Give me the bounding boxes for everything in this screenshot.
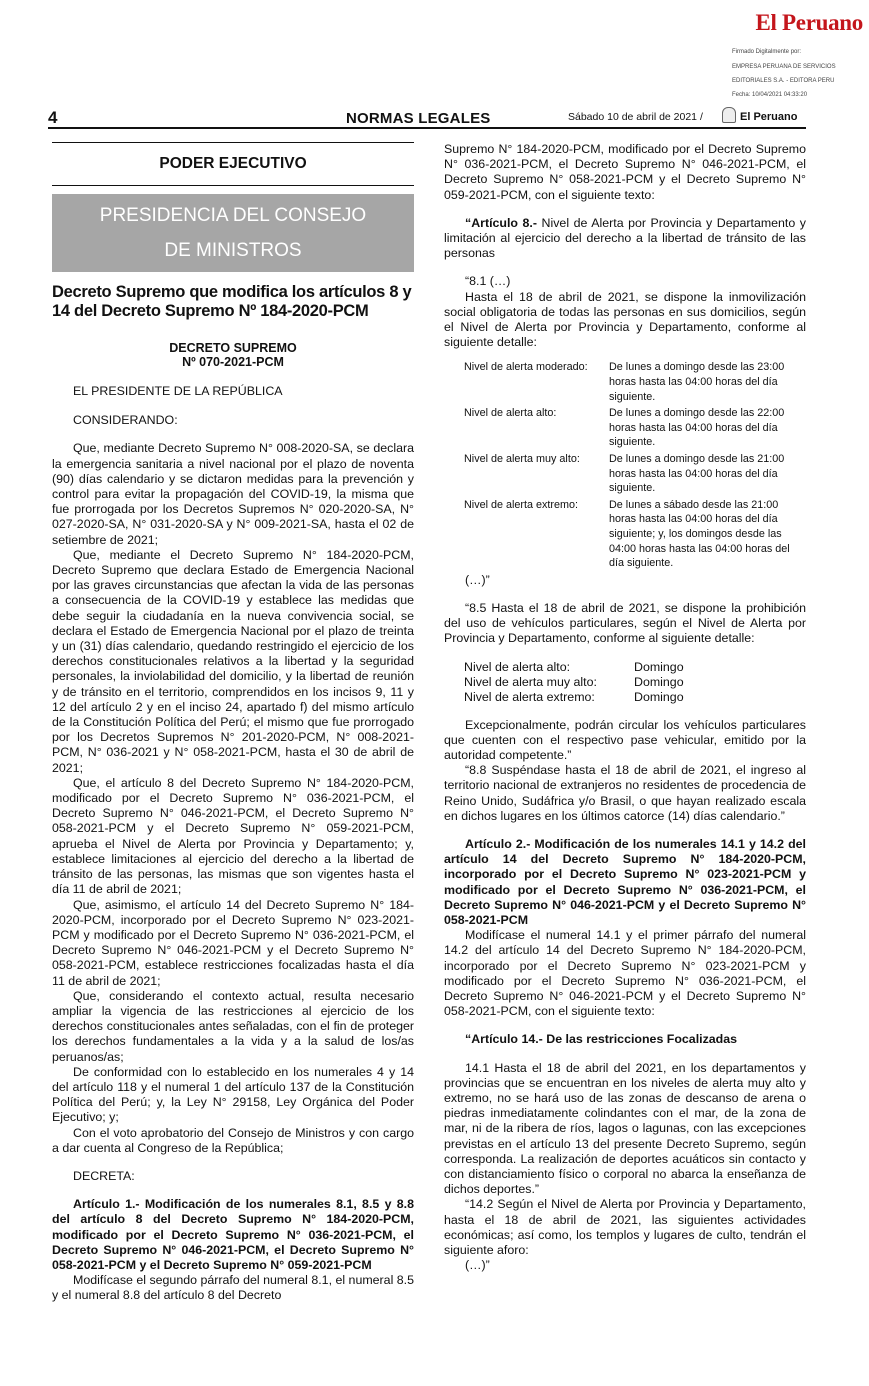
right-column [444,142,806,1273]
alert-table [444,360,806,570]
alert-level: Nivel de alerta extremo: [464,498,579,511]
section-title: NORMAS LEGALES [346,110,491,127]
vehicle-level: Nivel de alerta alto: [464,659,571,674]
decreta-heading: DECRETA: [73,1168,135,1183]
alert-detail: De lunes a domingo desde las 21:00 horas hasta las 04:00 horas del día siguiente. [609,453,785,495]
digital-signature [732,42,836,107]
article-8-heading [444,216,806,262]
coat-of-arms-icon [722,107,736,123]
considering-heading: CONSIDERANDO: [73,413,178,428]
article-14-title: “Artículo 14.- De las restricciones Focalizadas [465,1032,738,1047]
vehicle-row [464,660,806,675]
paragraph: Que, asimismo, el artículo 14 del Decreto Supremo N° 184-2020-PCM, incorporado por el Decreto Supremo N° 023-2021-PCM y modificado por el Decreto Supremo N° 036-2021-PCM, el Decreto Supremo N° 046-2021-PCM y el Decreto Supremo N° 058-2021-PCM, establece restricciones focalizadas hasta el día 11 de abril de 2021; [52,897,414,988]
paragraph: Que, considerando el contexto actual, resulta necesario ampliar la vigencia de las restricciones al ejercicio de los derechos constitucionales antes señaladas, con el fin de proteger los derechos fundamentales a la vida y a la salud de los/as peruanos/as; [52,988,414,1064]
article-2-title: Artículo 2.- Modificación de los numerales 14.1 y 14.2 del artículo 14 del Decreto Supremo N° 184-2020-PCM, incorporado por el Decreto Supremo N° 023-2021-PCM y modificado por el Decreto Supremo N° 036-2021-PCM, el Decreto Supremo N° 046-2021-PCM y el Decreto Supremo N° 058-2021-PCM [444,836,806,927]
left-column [52,142,414,1304]
issue-date: Sábado 10 de abril de 2021 / [568,111,703,123]
signature-line: EMPRESA PERUANA DE SERVICIOS [732,63,836,70]
paragraph: Que, mediante el Decreto Supremo N° 184-2020-PCM, Decreto Supremo que declara Estado de Emergencia Nacional por las graves circunstancias que afectan la vida de las personas a consecuencia de la COVID-19 y establece las medidas que debe seguir la ciudadanía en la nueva convivencia social, se declara el Estado de Emergencia Nacional por el plazo de treinta y un (31) días calendario, quedando restringido el ejercicio de los derechos constitucionales relativos a la libertad y la seguridad personales, la inviolabilidad del domicilio, y la libertad de reunión y de tránsito en el territorio, comprendidos en los incisos 9, 11 y 12 del artículo 2 y en el inciso 24, apartado f) del mismo artículo de la Constitución Política del Perú; el mismo que fue prorrogado por los Decretos Supremos N° 201-2020-PCM, N° 008-2021-PCM, N° 036-2021 y N° 058-2021-PCM, hasta el 30 de abril de 2021; [52,547,414,775]
vehicle-day: Domingo [634,659,684,674]
paragraph: Modifícase el numeral 14.1 y el primer párrafo del numeral 14.2 del artículo 14 del Decreto Supremo N° 184-2020-PCM, incorporado por el Decreto Supremo N° 023-2021-PCM y modificado por el Decreto Supremo N° 036-2021-PCM, el Decreto Supremo N° 046-2021-PCM y el Decreto Supremo N° 058-2021-PCM, con el siguiente texto: [444,928,806,1019]
ellipsis: (…)” [465,572,490,587]
signature-line: Fecha: 10/04/2021 04:33:20 [732,92,808,99]
divider [52,142,414,143]
alert-row [464,360,806,404]
alert-row [464,452,806,496]
ellipsis: (…)” [465,1258,490,1273]
el-peruano-logo: El Peruano [755,10,863,35]
divider [52,185,414,186]
article-8-subject: Nivel de Alerta por Provincia y Departamento y limitación al ejercicio del derecho a la libertad de tránsito de las personas [444,215,806,261]
vehicle-day: Domingo [634,689,684,704]
alert-detail: De lunes a sábado desde las 21:00 horas hasta las 04:00 horas del día siguiente; y, los domingos desde las 04:00 horas hasta las 04:00 horas del día siguiente. [609,498,790,570]
paragraph: Supremo N° 184-2020-PCM, modificado por el Decreto Supremo N° 036-2021-PCM, el Decreto Supremo N° 046-2021-PCM, el Decreto Supremo N° 058-2021-PCM y el Decreto Supremo N° 059-2021-PCM, con el siguiente texto: [444,142,806,202]
decree-label: DECRETO SUPREMO [169,341,297,355]
numeral-14-1: 14.1 Hasta el 18 de abril del 2021, en los departamentos y provincias que se encuentran en los niveles de alerta muy alto y extremo, no se hará uso de las zonas de descanso de arena o piedras inmediatamente colindantes con el mar, de la zona de mar, ni de la ribera de ríos, lagos o lagunas, con las excepciones previstas en el artículo 13 del presente Decreto Supremo, según corresponda. La realización de deportes acuáticos sin contacto y con distanciamiento físico o corporal no abarca la enseñanza de dichos deportes.” [444,1060,806,1197]
decree-number: Nº 070-2021-PCM [182,355,284,369]
alert-row [464,498,806,571]
paragraph: Modifícase el segundo párrafo del numeral 8.1, el numeral 8.5 y el numeral 8.8 del artículo 8 del Decreto [52,1273,414,1303]
numeral-8-8: “8.8 Suspéndase hasta el 18 de abril de 2021, el ingreso al territorio nacional de extranjeros no residentes de procedencia de Reino Unido, Sudáfrica y/o Brasil, o que hayan realizado escala en dichos lugares en los últimos catorce (14) días calendario.” [444,763,806,823]
vehicle-day: Domingo [634,674,684,689]
ministry-line: PRESIDENCIA DEL CONSEJO [99,205,367,226]
paragraph: Que, el artículo 8 del Decreto Supremo N° 184-2020-PCM, modificado por el Decreto Supremo N° 036-2021-PCM, el Decreto Supremo N° 046-2021-PCM, el Decreto Supremo N° 058-2021-PCM y el Decreto Supremo N° 059-2021-PCM, aprueba el Nivel de Alerta por Provincia y Departamento; y, establece limitaciones al ejercicio del derecho a la libertad de tránsito de las personas, las mismas que son vigentes hasta el día 11 de abril de 2021; [52,775,414,897]
vehicle-level: Nivel de alerta muy alto: [464,674,597,689]
ministry-banner [52,194,414,272]
header-rule [48,127,806,129]
paragraph: Hasta el 18 de abril de 2021, se dispone la inmovilización social obligatoria de todas las personas en sus domicilios, según el Nivel de Alerta por Provincia y Departamento, conforme al siguiente detalle: [444,289,806,350]
decree-title: Decreto Supremo que modifica los artículos 8 y 14 del Decreto Supremo Nº 184-2020-PCM [52,283,412,320]
vehicle-row [464,690,806,705]
paragraph: De conformidad con lo establecido en los numerales 4 y 14 del artículo 118 y el numeral 1 del artículo 137 de la Constitución Política del Perú; y, la Ley N° 29158, Ley Orgánica del Poder Ejecutivo; y; [52,1064,414,1125]
article-1-title: Artículo 1.- Modificación de los numerales 8.1, 8.5 y 8.8 del artículo 8 del Decreto Supremo N° 184-2020-PCM, modificado por el Decreto Supremo N° 036-2021-PCM, el Decreto Supremo N° 046-2021-PCM, el Decreto Supremo N° 058-2021-PCM y el Decreto Supremo N° 059-2021-PCM [52,1197,414,1272]
signature-line: Firmado Digitalmente por: [732,49,802,56]
page-number: 4 [48,108,58,127]
numeral-14-2: “14.2 Según el Nivel de Alerta por Provincia y Departamento, hasta el 18 de abril de 2021, las siguientes actividades económicas; así como, los templos y lugares de culto, tendrán el siguiente aforo: [444,1197,806,1258]
president-line: EL PRESIDENTE DE LA REPÚBLICA [73,384,283,398]
header-brand: El Peruano [740,111,798,123]
vehicle-row [464,675,806,690]
ministry-line: DE MINISTROS [164,240,302,261]
vehicle-level: Nivel de alerta extremo: [464,689,595,704]
alert-level: Nivel de alerta alto: [464,407,557,420]
alert-level: Nivel de alerta moderado: [464,361,588,374]
alert-detail: De lunes a domingo desde las 23:00 horas hasta las 04:00 horas del día siguiente. [609,361,785,403]
signature-line: EDITORIALES S.A. - EDITORA PERU [732,78,835,85]
numeral-8-1: “8.1 (…) [465,274,511,289]
vehicle-table [444,660,806,705]
alert-level: Nivel de alerta muy alto: [464,453,580,465]
power-heading: PODER EJECUTIVO [159,155,307,172]
alert-detail: De lunes a domingo desde las 22:00 horas hasta las 04:00 horas del día siguiente. [609,407,785,449]
alert-row [464,406,806,450]
paragraph: Que, mediante Decreto Supremo N° 008-2020-SA, se declara la emergencia sanitaria a nivel nacional por el plazo de noventa (90) días calendario y se dictaron medidas para la prevención y control para evitar la propagación del COVID-19, la misma que fue prorrogada por los Decretos Supremos N° 020-2020-SA, N° 027-2020-SA, N° 031-2020-SA y N° 009-2021-SA, hasta el 02 de setiembre de 2021; [52,441,414,547]
paragraph: Con el voto aprobatorio del Consejo de Ministros y con cargo a dar cuenta al Congreso de la República; [52,1125,414,1155]
paragraph: Excepcionalmente, podrán circular los vehículos particulares que cuenten con el respectivo pase vehicular, emitido por la autoridad competente.” [444,717,806,762]
numeral-8-5: “8.5 Hasta el 18 de abril de 2021, se dispone la prohibición del uso de vehículos particulares, según el Nivel de Alerta por Provincia y Departamento, conforme al siguiente detalle: [444,600,806,646]
article-8-label: “Artículo 8.- [465,215,537,230]
